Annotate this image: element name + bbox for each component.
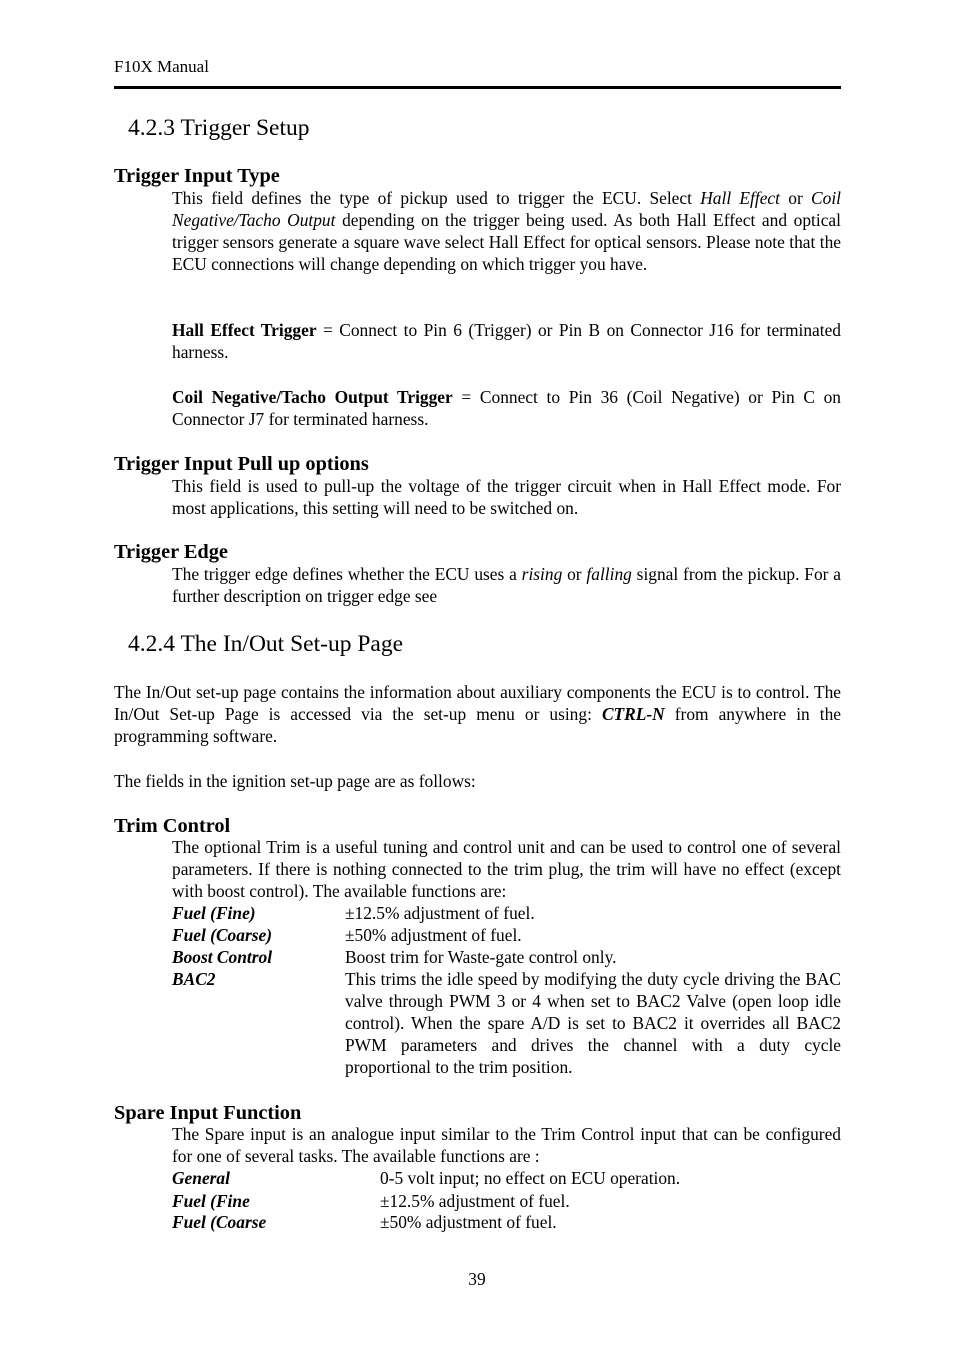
heading-spare-input-function: Spare Input Function <box>114 1102 302 1124</box>
page-number: 39 <box>468 1269 486 1289</box>
trim-item-label: Boost Control <box>172 947 273 967</box>
heading-trigger-edge: Trigger Edge <box>114 541 228 563</box>
trim-control-text: The optional Trim is a useful tuning and control unit and can be used to control one of several parameters. If there is nothing connected to the trim plug, the trim will have no effect (except with boost control). The available functions are: <box>172 837 841 901</box>
header-rule <box>114 86 841 89</box>
trim-item-desc: ±12.5% adjustment of fuel. <box>345 903 535 923</box>
spare-item-desc: ±50% adjustment of fuel. <box>380 1212 557 1232</box>
trim-item-desc: This trims the idle speed by modifying the duty cycle driving the BAC valve through PWM 3 or 4 when set to BAC2 Valve (open loop idle control). When the spare A/D is set to BAC2 it overrides all BAC2 PWM parameters and drives the channel with a duty cycle proportional to the trim position. <box>345 969 841 1077</box>
coil-negative-trigger-note: Coil Negative/Tacho Output Trigger = Connect to Pin 36 (Coil Negative) or Pin C on Connector J7 for terminated harness. <box>172 387 841 429</box>
heading-trim-control: Trim Control <box>114 815 231 837</box>
spare-item-desc: 0-5 volt input; no effect on ECU operation. <box>380 1168 681 1188</box>
trim-item-desc: ±50% adjustment of fuel. <box>345 925 522 945</box>
hall-effect-trigger-note: Hall Effect Trigger = Connect to Pin 6 (Trigger) or Pin B on Connector J16 for terminated harness. <box>172 320 841 362</box>
inout-fields-intro: The fields in the ignition set-up page are as follows: <box>114 771 476 791</box>
trim-item-label: Fuel (Fine) <box>172 903 256 923</box>
trim-item-label: Fuel (Coarse) <box>172 925 272 945</box>
trigger-edge-text: The trigger edge defines whether the ECU uses a rising or falling signal from the pickup. For a further description on trigger edge see <box>172 564 842 606</box>
inout-intro-text: The In/Out set-up page contains the information about auxiliary components the ECU is to control. The In/Out Set-up Page is accessed via the set-up menu or using: CTRL-N from anywhere in the programming software. <box>114 682 841 746</box>
trigger-input-type-text: This field defines the type of pickup used to trigger the ECU. Select Hall Effect or Coil Negative/Tacho Output depending on the trigger being used. As both Hall Effect and optical trigger sensors generate a square wave select Hall Effect for optical sensors. Please note that the ECU connections will change depending on which trigger you have. <box>172 188 841 274</box>
section-title-trigger-setup: 4.2.3 Trigger Setup <box>128 115 310 141</box>
trim-item-label: BAC2 <box>172 969 216 989</box>
heading-trigger-input-type: Trigger Input Type <box>114 165 280 187</box>
heading-trigger-pullup: Trigger Input Pull up options <box>114 453 369 475</box>
spare-item-label: Fuel (Fine <box>172 1191 250 1211</box>
section-title-inout-setup: 4.2.4 The In/Out Set-up Page <box>128 631 404 657</box>
spare-item-desc: ±12.5% adjustment of fuel. <box>380 1191 570 1211</box>
spare-item-label: Fuel (Coarse <box>172 1212 267 1232</box>
page-header: F10X Manual <box>114 57 209 76</box>
trim-item-desc: Boost trim for Waste-gate control only. <box>345 947 617 967</box>
spare-item-label: General <box>172 1168 230 1188</box>
trigger-pullup-text: This field is used to pull-up the voltage of the trigger circuit when in Hall Effect mode. For most applications, this setting will need to be switched on. <box>172 476 841 518</box>
spare-input-text: The Spare input is an analogue input similar to the Trim Control input that can be configured for one of several tasks. The available functions are : <box>172 1124 841 1166</box>
